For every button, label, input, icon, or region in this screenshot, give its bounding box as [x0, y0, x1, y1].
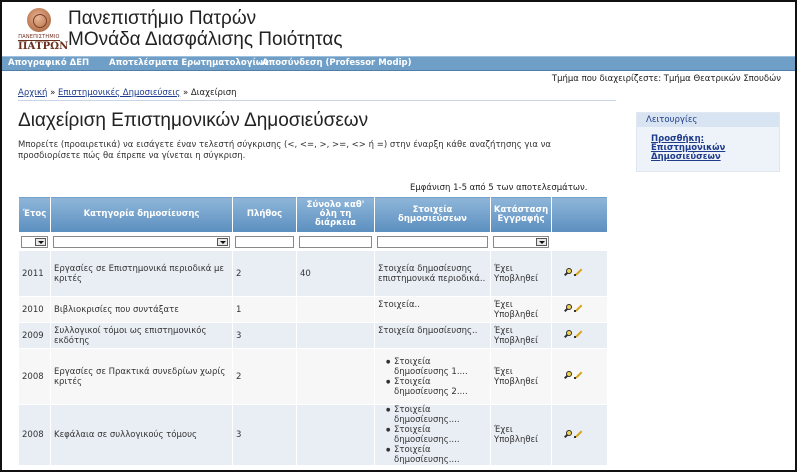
intro-text: Μπορείτε (προαιρετικά) να εισάγετε έναν τελεστή σύγκρισης (<, <=, >, >=, <> ή =) στην έναρξη κάθε αναζήτησης για να προσδιορίσετε πώς θα έπρεπε να γίνεται η σύγκριση.	[18, 140, 551, 161]
col-header-actions	[552, 197, 608, 233]
filter-status-select[interactable]	[493, 236, 549, 248]
filter-total-input[interactable]	[299, 236, 372, 248]
chevron-down-icon	[217, 238, 228, 246]
breadcrumb-separator: »	[50, 88, 56, 98]
cell-details: Στοιχεία δημοσίευσης επιστημονικά περιοδικά..	[375, 251, 491, 297]
filter-details-input[interactable]	[377, 236, 488, 248]
cell-category: Εργασίες σε Επιστημονικά περιοδικά με κριτές	[51, 251, 233, 297]
cell-total	[297, 297, 375, 323]
breadcrumb-divider	[18, 100, 616, 101]
cell-total	[297, 323, 375, 349]
details-link[interactable]: ● Στοιχεία δημοσίευσης....	[386, 425, 487, 445]
cell-category: Βιβλιοκρισίες που συντάξατε	[51, 297, 233, 323]
site-title	[68, 8, 343, 50]
pencil-icon[interactable]	[574, 430, 582, 438]
cell-status: Έχει Υποβληθεί	[491, 349, 552, 405]
breadcrumb-home[interactable]: Αρχική	[18, 88, 48, 98]
magnifier-icon[interactable]	[564, 268, 572, 276]
magnifier-icon[interactable]	[564, 330, 572, 338]
site-title-line2: ΜΟνάδα Διασφάλισης Ποιότητας	[68, 29, 343, 50]
breadcrumb	[18, 88, 237, 98]
results-summary: Εμφάνιση 1-5 από 5 των αποτελεσμάτων.	[410, 183, 588, 193]
cell-actions	[552, 323, 608, 349]
cell-details	[375, 405, 491, 466]
magnifier-icon[interactable]	[564, 304, 572, 312]
details-link[interactable]: ● Στοιχεία δημοσίευσης....	[386, 405, 487, 425]
site-title-line1: Πανεπιστήμιο Πατρών	[68, 8, 257, 29]
logo-big-text: ΠΑΤΡΩΝ	[18, 41, 69, 52]
cell-total	[297, 405, 375, 466]
cell-count: 2	[233, 251, 297, 297]
cell-actions	[552, 251, 608, 297]
pencil-icon[interactable]	[574, 371, 582, 379]
cell-status: Έχει Υποβληθεί	[491, 251, 552, 297]
cell-total	[297, 349, 375, 405]
pencil-icon[interactable]	[574, 304, 582, 312]
cell-year: 2009	[19, 323, 51, 349]
table-row	[19, 323, 608, 349]
cell-status: Έχει Υποβληθεί	[491, 297, 552, 323]
cell-year: 2011	[19, 251, 51, 297]
cell-year: 2008	[19, 405, 51, 466]
cell-count: 3	[233, 323, 297, 349]
site-header	[2, 2, 795, 54]
filter-category-select[interactable]	[53, 236, 230, 248]
magnifier-icon[interactable]	[564, 430, 572, 438]
cell-category: Συλλογικοί τόμοι ως επιστημονικός εκδότης	[51, 323, 233, 349]
table-row	[19, 405, 608, 466]
nav-item-logout[interactable]: Αποσύνδεση (Professor Modip)	[262, 58, 412, 68]
cell-status: Έχει Υποβληθεί	[491, 323, 552, 349]
main-nav	[2, 56, 795, 71]
cell-count: 2	[233, 349, 297, 405]
details-link[interactable]: ● Στοιχεία δημοσίευσης 1....	[386, 357, 487, 377]
cell-count: 3	[233, 405, 297, 466]
chevron-down-icon	[35, 238, 46, 246]
table-row	[19, 297, 608, 323]
operations-sidebar	[636, 112, 780, 172]
cell-details: Στοιχεία..	[375, 297, 491, 323]
publications-table	[18, 196, 608, 466]
cell-actions	[552, 405, 608, 466]
department-indicator: Τμήμα που διαχειρίζεστε: Τμήμα Θεατρικών Σπουδών	[551, 74, 781, 84]
nav-item-dep-registry[interactable]: Απογραφικό ΔΕΠ	[8, 58, 90, 68]
page-title: Διαχείριση Επιστημονικών Δημοσιεύσεων	[18, 110, 369, 131]
pencil-icon[interactable]	[574, 268, 582, 276]
details-link[interactable]: ● Στοιχεία δημοσίευσης 2....	[386, 377, 487, 397]
university-logo[interactable]	[18, 8, 69, 52]
details-link[interactable]: ● Στοιχεία δημοσίευσης....	[386, 445, 487, 465]
logo-small-text: ΠΑΝΕΠΙΣΤΗΜΙΟ	[18, 34, 60, 40]
cell-year: 2010	[19, 297, 51, 323]
cell-year: 2008	[19, 349, 51, 405]
table-row	[19, 349, 608, 405]
add-publication-link[interactable]: Προσθήκη: Επιστημονικών Δημοσιεύσεων	[651, 134, 726, 162]
nav-item-questionnaire-results[interactable]: Αποτελέσματα Ερωτηματολογίων	[109, 58, 269, 68]
cell-actions	[552, 349, 608, 405]
table-header-row	[19, 197, 608, 233]
cell-total: 40	[297, 251, 375, 297]
cell-actions	[552, 297, 608, 323]
filter-count-input[interactable]	[235, 236, 294, 248]
breadcrumb-publications[interactable]: Επιστημονικές Δημοσιεύσεις	[58, 88, 181, 98]
col-header-year[interactable]: Έτος	[19, 197, 51, 233]
col-header-details[interactable]: Στοιχεία δημοσιεύσεων	[375, 197, 491, 233]
breadcrumb-current: » Διαχείριση	[182, 88, 237, 98]
cell-status: Έχει Υποβληθεί	[491, 405, 552, 466]
col-header-total[interactable]: Σύνολο καθ' όλη τη διάρκεια	[297, 197, 375, 233]
sidebar-heading: Λειτουργίες	[637, 113, 779, 127]
cell-category: Εργασίες σε Πρακτικά συνεδρίων χωρίς κριτές	[51, 349, 233, 405]
details-list	[378, 357, 487, 397]
col-header-count[interactable]: Πλήθος	[233, 197, 297, 233]
cell-details	[375, 349, 491, 405]
filter-year-select[interactable]	[21, 236, 48, 248]
cell-count: 1	[233, 297, 297, 323]
col-header-category[interactable]: Κατηγορία δημοσίευσης	[51, 197, 233, 233]
magnifier-icon[interactable]	[564, 371, 572, 379]
filter-row	[19, 233, 608, 251]
pencil-icon[interactable]	[574, 330, 582, 338]
details-list	[378, 405, 487, 465]
cell-details: Στοιχεία δημοσίευσης..	[375, 323, 491, 349]
col-header-status[interactable]: Κατάσταση Εγγραφής	[491, 197, 552, 233]
table-row	[19, 251, 608, 297]
university-seal-icon	[27, 8, 51, 32]
cell-category: Κεφάλαια σε συλλογικούς τόμους	[51, 405, 233, 466]
chevron-down-icon	[536, 238, 547, 246]
